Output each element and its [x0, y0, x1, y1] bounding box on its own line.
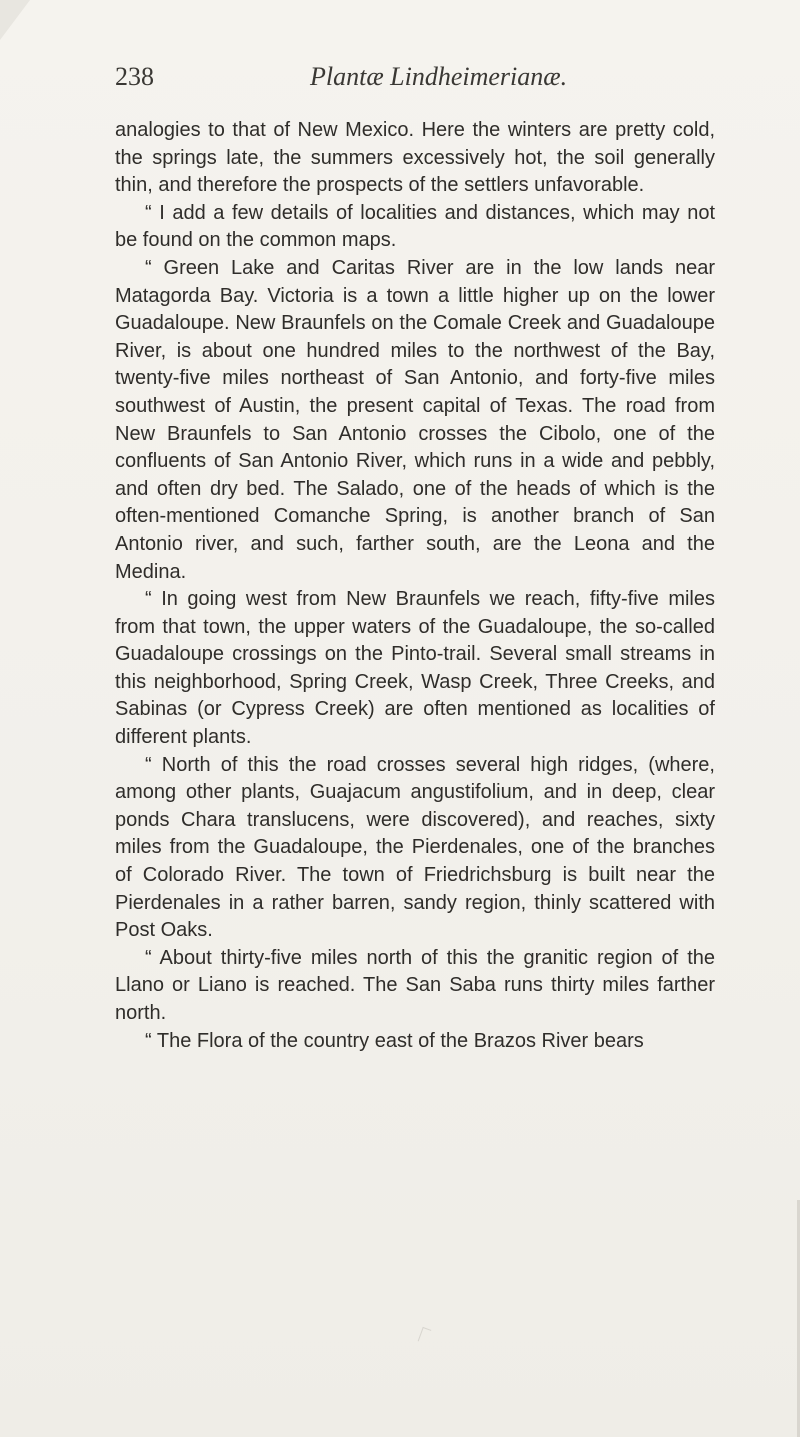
paper-mark [418, 1327, 432, 1344]
paragraph: “ I add a few details of localities and distances, which may not be found on the common maps. [115, 201, 715, 252]
running-head: Plantæ Lindheimerianæ. [310, 62, 568, 91]
paragraph: “ In going west from New Braunfels we reach, fifty-five miles from that town, the upper waters of the Guadaloupe, the so-called Guadaloupe crossings on the Pinto-trail. Several small streams in this neighborhood, Spring Creek, Wasp Creek, Three Creeks, and Sabinas (or Cypress Creek) are often mentioned as localities of different plants. [115, 588, 715, 749]
paragraph: “ North of this the road crosses several high ridges, (where, among other plants, Guajacum angustifolium, and in deep, clear ponds Chara translucens, were discovered), and reaches, sixty miles from the Guadaloupe, the Pierdenales, one of the branches of Colorado River. The town of Friedrichsburg is built near the Pierdenales in a rather barren, sandy region, thinly scattered with Post Oaks. [115, 753, 715, 942]
page-number: 238 [115, 62, 154, 91]
paragraph: “ The Flora of the country east of the Brazos River bears [145, 1029, 644, 1052]
paragraph: “ Green Lake and Caritas River are in the low lands near Matagorda Bay. Victoria is a town a little higher up on the lower Guadaloupe. New Braunfels on the Comale Creek and Guadaloupe River, is about one hundred miles to the northwest of the Bay, twenty-five miles northeast of San Antonio, and forty-five miles southwest of Austin, the present capital of Texas. The road from New Braunfels to San Antonio crosses the Cibolo, one of the confluents of San Antonio River, which runs in a wide and pebbly, and often dry bed. The Salado, one of the heads of which is the often-mentioned Comanche Spring, is another branch of San Antonio river, and such, farther south, are the Leona and the Medina. [115, 256, 715, 583]
paragraph: “ About thirty-five miles north of this the granitic region of the Llano or Liano is reached. The San Saba runs thirty miles farther north. [115, 946, 715, 1024]
paragraph: analogies to that of New Mexico. Here the winters are pretty cold, the springs late, the summers excessively hot, the soil generally thin, and therefore the prospects of the settlers unfavorable. [115, 119, 715, 197]
body-text [115, 117, 715, 1055]
page-corner [0, 0, 30, 40]
page-header [115, 62, 715, 102]
